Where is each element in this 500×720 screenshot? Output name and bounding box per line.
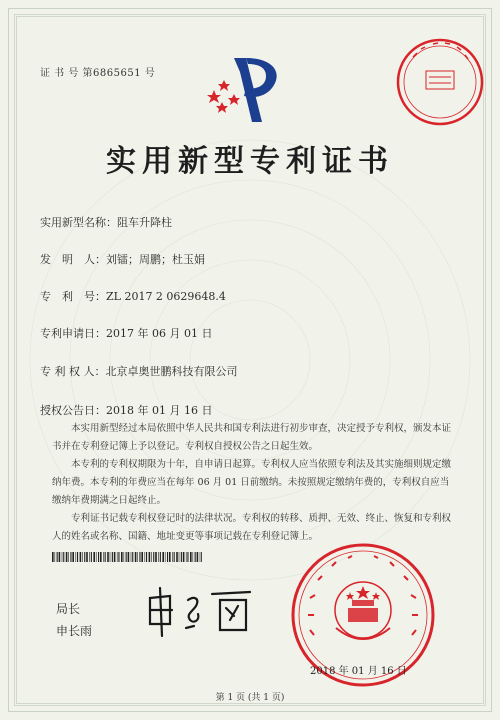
issue-date: 2018 年 01 月 16 日 (310, 666, 407, 677)
barcode (52, 552, 202, 562)
field-value: 刘镭；周鹏；杜玉娟 (106, 253, 205, 266)
field-inventors (40, 251, 205, 267)
field-patent-number (40, 288, 226, 304)
field-label: 专 利 权 人： (40, 365, 106, 378)
field-label: 发 明 人： (40, 253, 106, 266)
certificate-number: 证 书 号 第6865651 号 (40, 68, 156, 79)
body-paragraph: 本实用新型经过本局依照中华人民共和国专利法进行初步审查，决定授予专利权，颁发本证书并在专利登记簿上予以登记。专利权自授权公告之日起生效。 (52, 423, 452, 452)
patent-office-logo (200, 50, 290, 130)
field-patentee (40, 363, 238, 379)
field-label: 专利申请日： (40, 327, 106, 340)
field-label: 实用新型名称： (40, 216, 117, 229)
director-signature (140, 580, 260, 640)
field-value: 北京卓奥世鹏科技有限公司 (105, 365, 238, 378)
field-value: 阻车升降柱 (117, 216, 172, 229)
director-title: 局长 (56, 602, 81, 616)
field-application-date (40, 325, 212, 341)
certificate-body (52, 420, 452, 546)
page-number: 第 1 页 (共 1 页) (215, 693, 285, 703)
field-label: 授权公告日： (40, 404, 106, 417)
proxy-seal-stamp (393, 35, 488, 130)
field-value: 2018 年 01 月 16 日 (106, 404, 213, 417)
field-grant-announcement-date (40, 402, 212, 418)
field-utility-model-name (40, 214, 172, 230)
certificate-title: 实用新型专利证书 (106, 144, 394, 179)
field-value: ZL 2017 2 0629648.4 (106, 290, 226, 303)
field-label: 专 利 号： (40, 290, 106, 303)
field-value: 2017 年 06 月 01 日 (106, 327, 213, 340)
body-paragraph: 本专利的专利权期限为十年，自申请日起算。专利权人应当依照专利法及其实施细则规定缴纳年费。本专利的年费应当在每年 06 月 01 日前缴纳。未按照规定缴纳年费的，专利权自应当缴纳年费期满之日起终止。 (52, 459, 452, 506)
body-paragraph: 专利证书记载专利权登记时的法律状况。专利权的转移、质押、无效、终止、恢复和专利权人的姓名或名称、国籍、地址变更等事项记载在专利登记簿上。 (52, 513, 452, 542)
director-name: 申长雨 (56, 624, 93, 638)
